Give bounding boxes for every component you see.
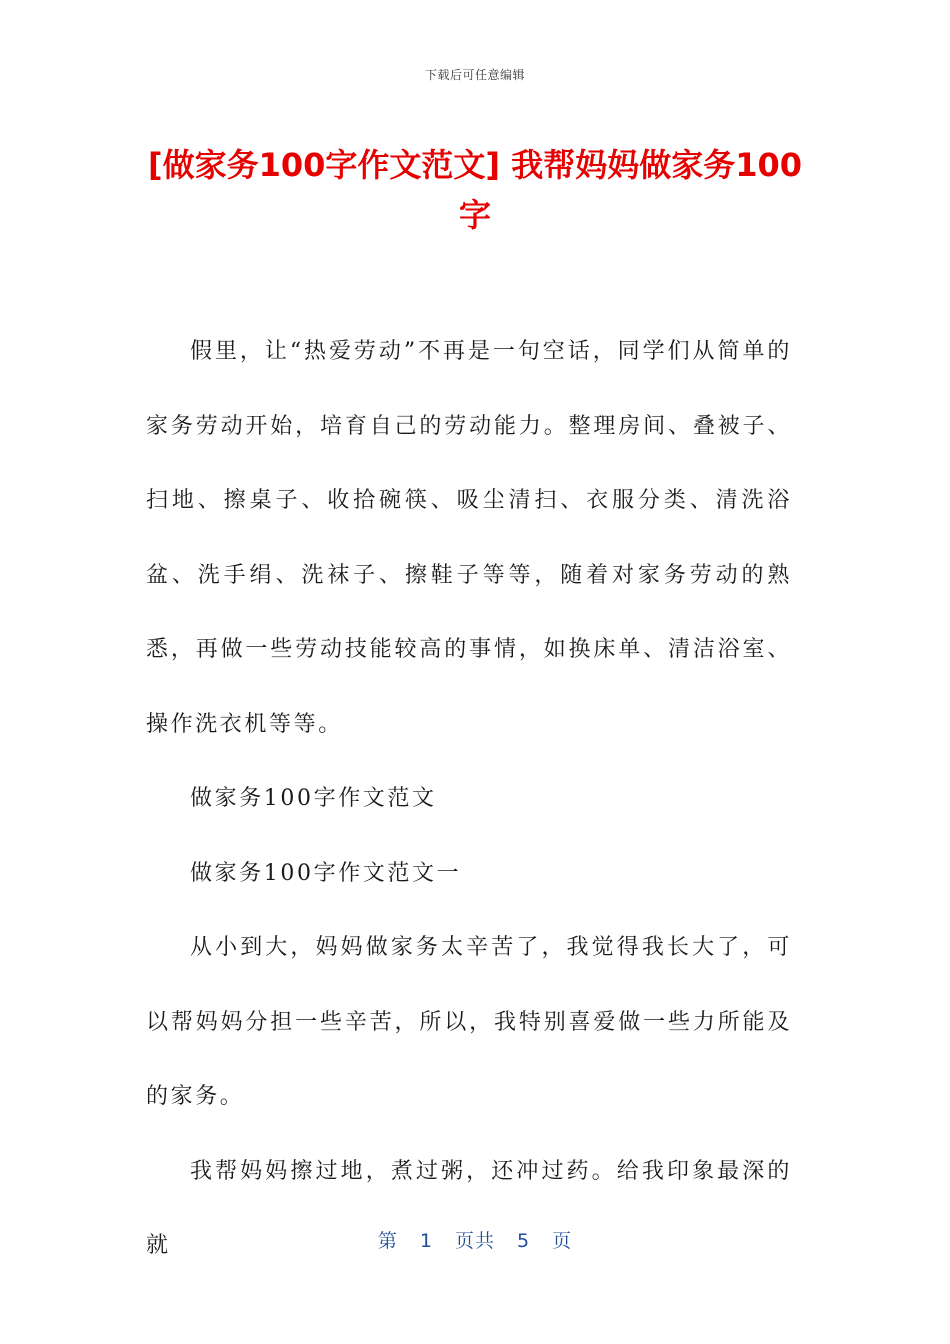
page-footer — [0, 1226, 950, 1253]
paragraph-intro: 假里，让“热爱劳动”不再是一句空话，同学们从简单的家务劳动开始，培育自己的劳动能力。整理房间、叠被子、扫地、擦桌子、收拾碗筷、吸尘清扫、衣服分类、清洗浴盆、洗手绢、洗袜子、擦鞋子等等，随着对家务劳动的熟悉，再做一些劳动技能较高的事情，如换床单、清洁浴室、操作洗衣机等等。 — [146, 339, 792, 737]
page-prefix: 第 — [377, 1230, 398, 1252]
document-title: [做家务100字作文范文] 我帮妈妈做家务100字 — [148, 146, 802, 234]
essay-heading: 做家务100字作文范文一 — [190, 860, 462, 886]
page-suffix: 页 — [552, 1230, 573, 1252]
current-page-number: 1 — [419, 1230, 433, 1252]
document-body — [146, 315, 792, 1284]
total-pages-number: 5 — [517, 1230, 531, 1252]
page-middle-text: 页共 — [454, 1230, 495, 1252]
header-note: 下载后可任意编辑 — [424, 68, 525, 82]
essay-paragraph: 我帮妈妈擦过地，煮过粥，还冲过药。给我印象最深的就 — [146, 1158, 792, 1258]
section-heading: 做家务100字作文范文 — [190, 786, 437, 811]
essay-paragraph: 从小到大，妈妈做家务太辛苦了，我觉得我长大了，可以帮妈妈分担一些辛苦，所以，我特别喜爱做一些力所能及的家务。 — [146, 935, 792, 1109]
